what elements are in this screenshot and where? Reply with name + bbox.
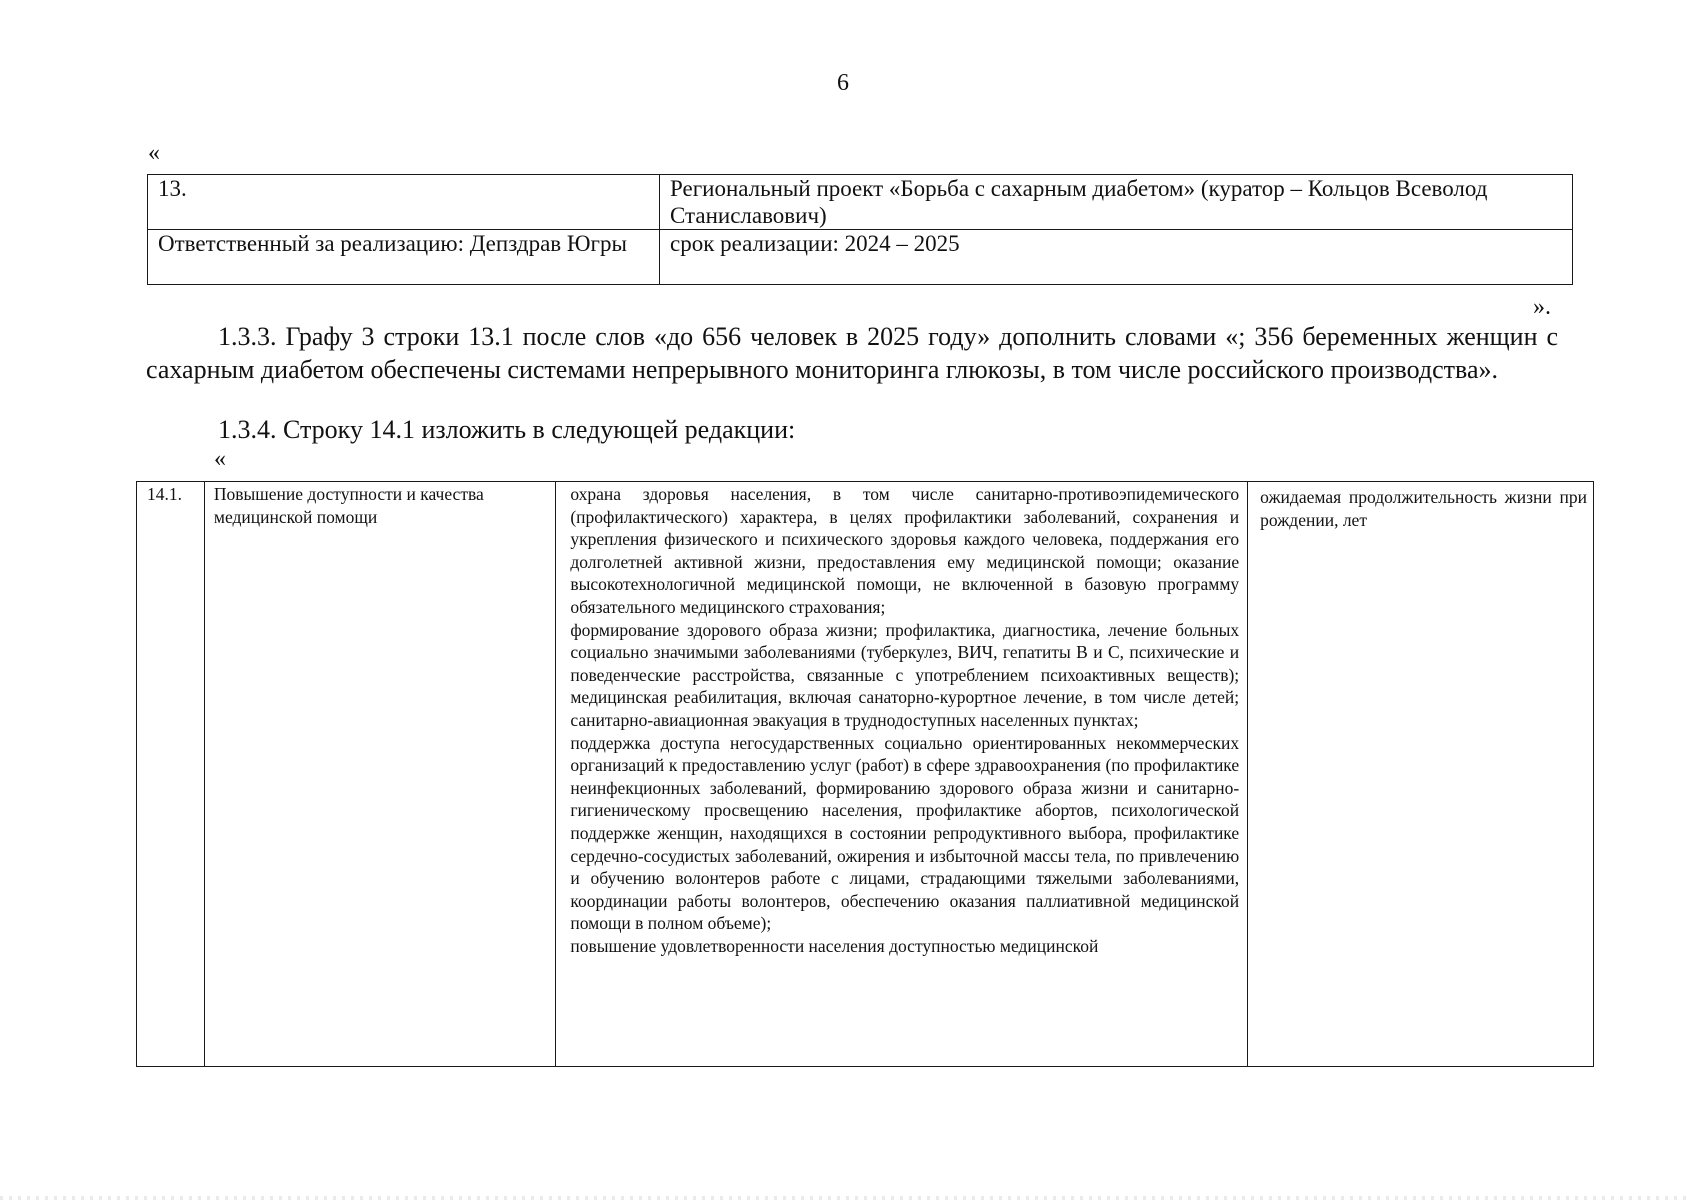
- indicator-cell: ожидаемая продолжительность жизни при рождении, лет: [1248, 482, 1594, 1067]
- row-number-cell: 14.1.: [137, 482, 205, 1067]
- project-title-cell: Региональный проект «Борьба с сахарным диабетом» (куратор – Кольцов Всеволод Станиславович): [660, 175, 1573, 230]
- opening-quote-2: «: [214, 446, 226, 472]
- description-paragraph: охрана здоровья населения, в том числе санитарно-противоэпидемического (профилактического) характера, в целях профилактики заболеваний, сохранения и укрепления физического и психического здоровья каждого человека, поддержания его долголетней активной жизни, предоставления ему медицинской помощи; оказание высокотехнологичной медицинской помощи, не включенной в базовую программу обязательного медицинского страхования;: [570, 484, 1240, 617]
- closing-quote-1: ».: [1533, 294, 1551, 320]
- paragraph-1-3-3: 1.3.3. Графу 3 строки 13.1 после слов «до 656 человек в 2025 году» дополнить словами «; 356 беременных женщин с сахарным диабетом обеспечены системами непрерывного мониторинга глюкозы, в том числе российского производства».: [146, 322, 1558, 384]
- description-cell: [556, 482, 1248, 1067]
- table-row: [137, 482, 1594, 1067]
- scan-edge-artifact: [0, 1196, 1686, 1200]
- table-row: [148, 175, 1573, 230]
- opening-quote-1: «: [148, 140, 160, 166]
- direction-name-cell: Повышение доступности и качества медицинской помощи: [204, 482, 555, 1067]
- page-number: 6: [837, 70, 849, 96]
- row-14-1-table: [136, 481, 1594, 1067]
- description-paragraph: формирование здорового образа жизни; профилактика, диагностика, лечение больных социально значимыми заболеваниями (туберкулез, ВИЧ, гепатиты B и C, психические и поведенческие расстройства, связанные с употреблением психоактивных веществ); медицинская реабилитация, включая санаторно-курортное лечение, в том числе детей; санитарно-авиационная эвакуация в труднодоступных населенных пунктах;: [570, 619, 1240, 730]
- paragraph-1-3-4: 1.3.4. Строку 14.1 изложить в следующей редакции:: [218, 415, 796, 444]
- project-table: [147, 174, 1573, 285]
- term-cell: срок реализации: 2024 – 2025: [660, 230, 1573, 285]
- responsible-cell: Ответственный за реализацию: Депздрав Югры: [148, 230, 660, 285]
- description-paragraph: повышение удовлетворенности населения доступностью медицинской: [570, 935, 1099, 956]
- row-number-cell: 13.: [148, 175, 660, 230]
- description-paragraph: поддержка доступа негосударственных социально ориентированных некоммерческих организаций к предоставлению услуг (работ) в сфере здравоохранения (по профилактике неинфекционных заболеваний, формированию здорового образа жизни и санитарно-гигиеническому просвещению населения, профилактике абортов, психологической поддержке женщин, находящихся в состоянии репродуктивного выбора, профилактике сердечно-сосудистых заболеваний, ожирения и избыточной массы тела, по привлечению и обучению волонтеров работе с лицами, страдающими тяжелыми заболеваниями, координации работы волонтеров, обеспечению оказания паллиативной медицинской помощи в полном объеме);: [570, 732, 1240, 934]
- table-row: [148, 230, 1573, 285]
